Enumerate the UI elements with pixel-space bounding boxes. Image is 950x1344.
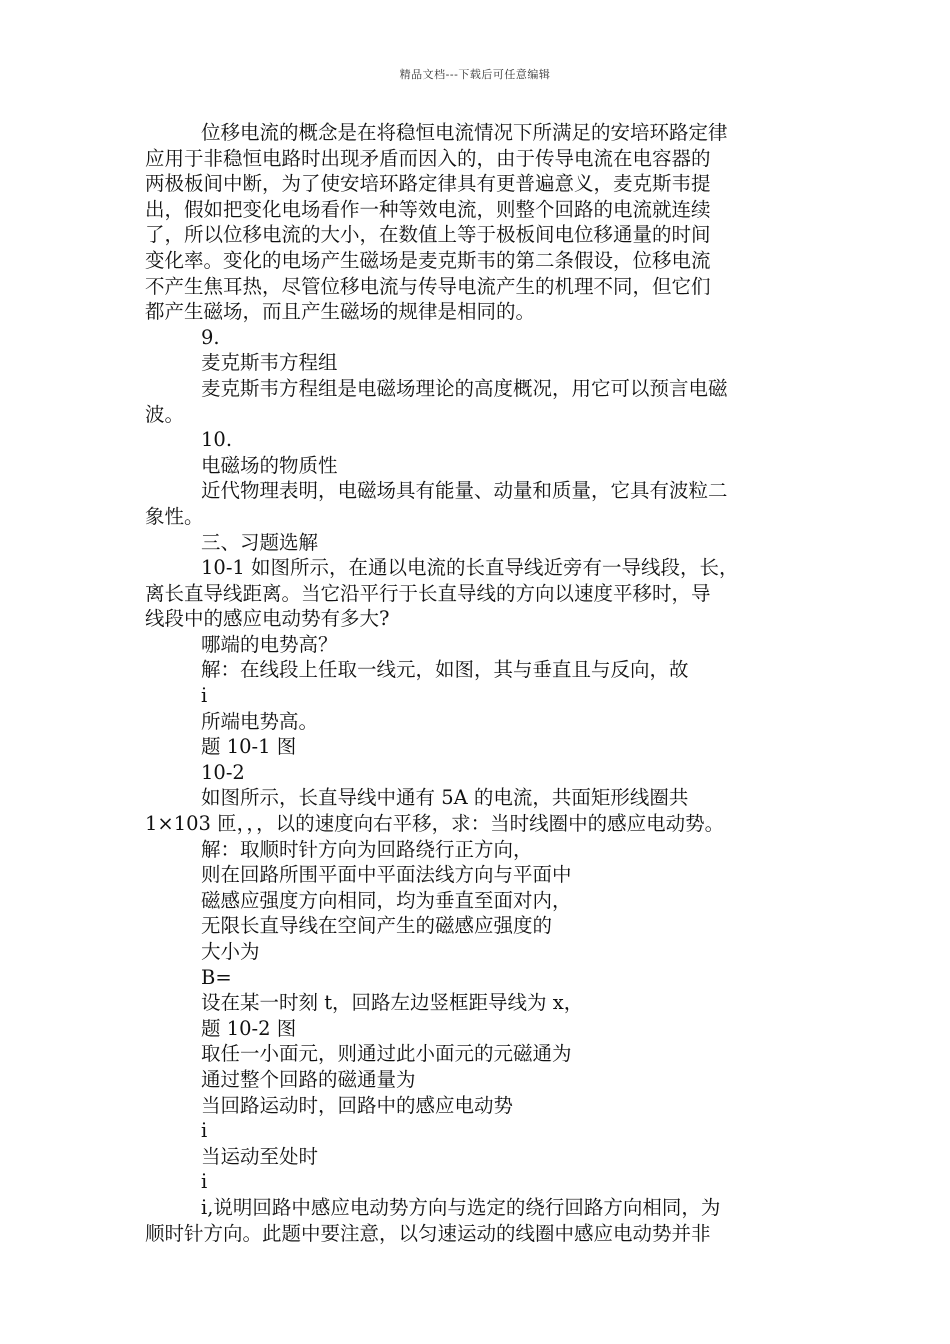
- text-line: 顺时针方向。此题中要注意，以匀速运动的线圈中感应电动势并非: [145, 1221, 711, 1245]
- text-line: 线段中的感应电动势有多大?: [145, 607, 390, 631]
- text-line: 取任一小面元，则通过此小面元的元磁通为: [201, 1042, 572, 1066]
- figure-caption: 题 10-1 图: [201, 735, 297, 759]
- text-line: 当运动至处时: [201, 1144, 319, 1168]
- page-header: 精品文档---下载后可任意编辑: [399, 68, 551, 81]
- figure-caption: 题 10-2 图: [201, 1016, 297, 1040]
- formula-line: i: [201, 1119, 208, 1143]
- problem-number: 10-2: [201, 760, 245, 784]
- text-line: 近代物理表明，电磁场具有能量、动量和质量，它具有波粒二: [201, 479, 728, 503]
- document-body: [145, 120, 815, 1246]
- solution-line: 解：在线段上任取一线元，如图，其与垂直且与反向，故: [201, 658, 689, 682]
- text-line: 变化率。变化的电场产生磁场是麦克斯韦的第二条假设，位移电流: [145, 248, 711, 272]
- text-line: 波。: [145, 402, 185, 426]
- text-line: 应用于非稳恒电路时出现矛盾而因入的，由于传导电流在电容器的: [145, 146, 711, 170]
- text-line: 1×103 匝，，，以的速度向右平移，求：当时线圈中的感应电动势。: [145, 812, 725, 836]
- section-number: 10.: [201, 428, 233, 452]
- text-line: 麦克斯韦方程组是电磁场理论的高度概况，用它可以预言电磁: [201, 376, 728, 400]
- section-number: 9.: [201, 325, 220, 349]
- text-line: 通过整个回路的磁通量为: [201, 1067, 416, 1091]
- formula-line: B=: [201, 965, 232, 989]
- text-line: 当回路运动时，回路中的感应电动势: [201, 1093, 514, 1117]
- section-heading: 麦克斯韦方程组: [201, 351, 338, 375]
- solution-line: 解：取顺时针方向为回路绕行正方向，: [201, 837, 533, 861]
- text-line: i,说明回路中感应电动势方向与选定的绕行回路方向相同，为: [201, 1195, 721, 1219]
- text-line: 两极板间中断，为了使安培环路定律具有更普遍意义，麦克斯韦提: [145, 172, 711, 196]
- text-line: 离长直导线距离。当它沿平行于长直导线的方向以速度平移时，导: [145, 581, 711, 605]
- text-line: 出，假如把变化电场看作一种等效电流，则整个回路的电流就连续: [145, 197, 711, 221]
- text-line: 无限长直导线在空间产生的磁感应强度的: [201, 914, 553, 938]
- text-line: 不产生焦耳热，尽管位移电流与传导电流产生的机理不同，但它们: [145, 274, 711, 298]
- text-line: 哪端的电势高？: [201, 632, 338, 656]
- problem-statement: 10-1 如图所示，在通以电流的长直导线近旁有一导线段，长，: [201, 556, 739, 580]
- text-line: 大小为: [201, 940, 260, 963]
- text-line: 所端电势高。: [201, 709, 319, 733]
- text-line: 设在某一时刻 t，回路左边竖框距导线为 x，: [201, 991, 584, 1015]
- formula-line: i: [201, 684, 208, 708]
- formula-line: i: [201, 1170, 208, 1194]
- text-line: 象性。: [145, 504, 204, 528]
- text-line: 都产生磁场，而且产生磁场的规律是相同的。: [145, 300, 536, 324]
- section-heading: 三、习题选解: [201, 530, 319, 554]
- text-line: 了，所以位移电流的大小，在数值上等于极板间电位移通量的时间: [145, 223, 711, 247]
- section-heading: 电磁场的物质性: [201, 453, 338, 477]
- text-line: 则在回路所围平面中平面法线方向与平面中: [201, 863, 572, 887]
- text-line: 位移电流的概念是在将稳恒电流情况下所满足的安培环路定律: [201, 121, 728, 144]
- problem-statement: 如图所示，长直导线中通有 5A 的电流，共面矩形线圈共: [201, 786, 689, 810]
- text-line: 磁感应强度方向相同，均为垂直至面对内，: [201, 888, 572, 912]
